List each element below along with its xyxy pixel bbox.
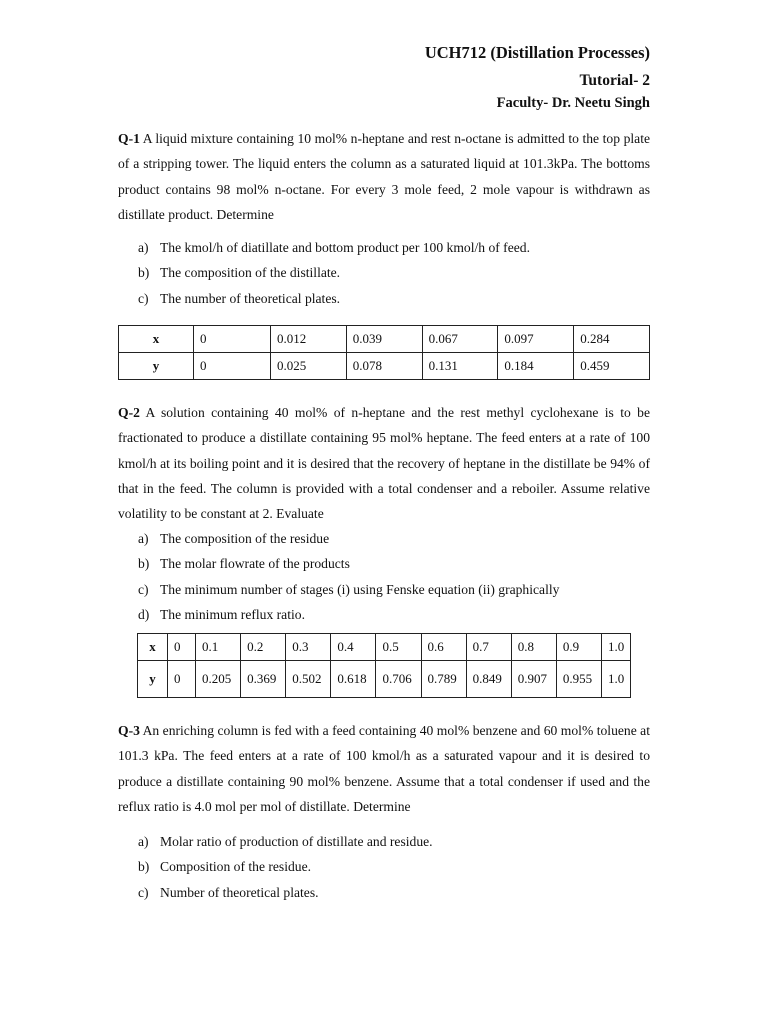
table-cell: 0.205 [196, 661, 241, 698]
table-cell: 0.5 [376, 634, 421, 661]
table-cell: 0 [168, 634, 196, 661]
question-1-text: A liquid mixture containing 10 mol% n-heptane and rest n-octane is admitted to the top plate of a stripping tower. The liquid enters the column as a saturated liquid at 101.3kPa. The bottoms product contains 98 mol% n-octane. For every 3 mole feed, 2 mole vapour is withdrawn as distillate product. Determine [118, 131, 651, 222]
list-item: b) The composition of the distillate. [138, 265, 341, 281]
table-cell: 0.907 [511, 661, 556, 698]
table-cell: 0 [168, 661, 196, 698]
list-item: c) The number of theoretical plates. [138, 290, 341, 306]
table-cell: 0.2 [241, 634, 286, 661]
table-cell: 0.284 [574, 326, 650, 353]
table-cell: 0.078 [346, 353, 422, 380]
table-cell: 0.849 [466, 661, 511, 698]
table-cell: 0.3 [286, 634, 331, 661]
question-2 [118, 400, 650, 526]
table-cell: 0.012 [271, 326, 347, 353]
table-cell: 0.1 [196, 634, 241, 661]
table-cell: 1.0 [601, 634, 630, 661]
table-cell: 0.955 [556, 661, 601, 698]
course-title: UCH712 (Distillation Processes) [424, 43, 650, 62]
question-1 [118, 126, 650, 227]
table-cell: 1.0 [601, 661, 630, 698]
list-item: c) Number of theoretical plates. [138, 884, 319, 900]
table-cell: 0.039 [346, 326, 422, 353]
question-2-text: A solution containing 40 mol% of n-heptane and the rest methyl cyclohexane is to be fractionated to produce a distillate containing 95 mol% heptane. The feed enters at a rate of 100 kmol/h at its boiling point and it is desired that the recovery of heptane in the distillate be 94% of that in the feed. The column is provided with a total condenser and a reboiler. Assume relative volatility to be constant at 2. Evaluate [118, 405, 650, 522]
list-item: c) The minimum number of stages (i) using Fenske equation (ii) graphically [138, 581, 560, 597]
table-row-x [138, 634, 631, 661]
table-cell: 0.131 [422, 353, 498, 380]
q2-equilibrium-table [137, 633, 631, 698]
q1-equilibrium-table [118, 325, 650, 380]
list-item: a) The composition of the residue [138, 531, 330, 546]
table-header-x: x [119, 326, 194, 353]
question-3-parts [138, 829, 433, 905]
table-cell: 0.789 [421, 661, 466, 698]
table-cell: 0.8 [511, 634, 556, 661]
faculty-name: Faculty- Dr. Neetu Singh [496, 95, 650, 111]
table-cell: 0.097 [498, 326, 574, 353]
question-3 [118, 718, 650, 819]
table-cell: 0.067 [422, 326, 498, 353]
table-cell: 0.6 [421, 634, 466, 661]
list-item: a) Molar ratio of production of distillate and residue. [138, 834, 433, 849]
list-item: b) The molar flowrate of the products [138, 556, 350, 572]
table-cell: 0.618 [331, 661, 376, 698]
table-cell: 0.4 [331, 634, 376, 661]
question-1-parts [138, 235, 530, 311]
table-cell: 0.025 [271, 353, 347, 380]
table-row-y [119, 353, 650, 380]
table-cell: 0.459 [574, 353, 650, 380]
table-header-y: y [119, 353, 194, 380]
question-2-label: Q-2 [118, 405, 140, 420]
table-cell: 0 [194, 326, 271, 353]
list-item: d) The minimum reflux ratio. [138, 606, 305, 622]
list-item: b) Composition of the residue. [138, 859, 312, 875]
table-cell: 0.502 [286, 661, 331, 698]
question-3-text: An enriching column is fed with a feed containing 40 mol% benzene and 60 mol% toluene at 101.3 kPa. The feed enters at a rate of 100 kmol/h as a saturated vapour and it is desired to produce a distillate containing 90 mol% benzene. Assume that a total condenser if used and the reflux ratio is 4.0 mol per mol of distillate. Determine [118, 723, 650, 814]
table-cell: 0.369 [241, 661, 286, 698]
table-cell: 0.184 [498, 353, 574, 380]
table-cell: 0.9 [556, 634, 601, 661]
question-1-label: Q-1 [118, 131, 140, 146]
tutorial-title: Tutorial- 2 [579, 72, 650, 89]
table-cell: 0.7 [466, 634, 511, 661]
table-cell: 0 [194, 353, 271, 380]
table-header-x: x [138, 634, 168, 661]
question-2-parts [138, 526, 559, 627]
table-row-y [138, 661, 631, 698]
list-item: a) The kmol/h of diatillate and bottom product per 100 kmol/h of feed. [138, 240, 530, 255]
table-row-x [119, 326, 650, 353]
table-header-y: y [138, 661, 168, 698]
table-cell: 0.706 [376, 661, 421, 698]
question-3-label: Q-3 [118, 723, 140, 738]
